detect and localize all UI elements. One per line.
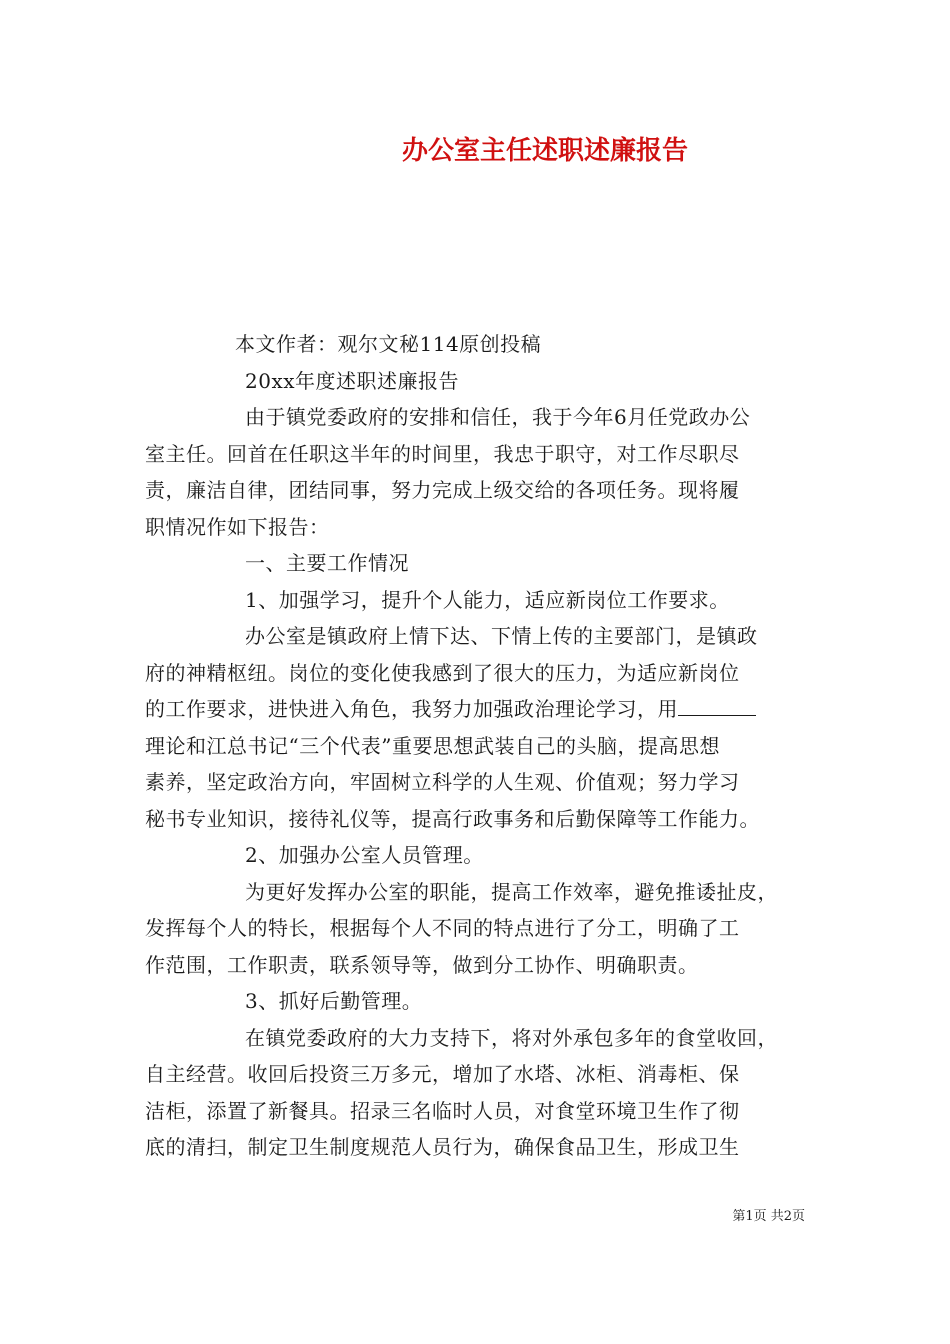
item1-line-text: 的工作要求，进快进入角色，我努力加强政治理论学习，用 <box>145 697 678 721</box>
item1-line: 办公室是镇政府上情下达、下情上传的主要部门，是镇政 <box>245 624 758 648</box>
item2-line: 发挥每个人的特长，根据每个人不同的特点进行了分工，明确了工 <box>145 916 740 940</box>
item1-line: 秘书专业知识，接待礼仪等，提高行政事务和后勤保障等工作能力。 <box>145 806 760 831</box>
author-line: 本文作者：观尔文秘114原创投稿 <box>235 332 542 356</box>
item3-line: 在镇党委政府的大力支持下，将对外承包多年的食堂收回， <box>245 1025 778 1050</box>
document-body <box>145 326 805 1166</box>
item1-line: 素养，坚定政治方向，牢固树立科学的人生观、价值观；努力学习 <box>145 770 740 794</box>
document-title: 办公室主任述职述廉报告 <box>401 136 688 166</box>
item1-line: 理论和江总书记“三个代表”重要思想武装自己的头脑，提高思想 <box>145 733 720 758</box>
item2-line: 为更好发挥办公室的职能，提高工作效率，避免推诿扯皮， <box>245 879 778 904</box>
intro-line: 由于镇党委政府的安排和信任，我于今年6月任党政办公 <box>245 405 751 429</box>
item3-line: 自主经营。收回后投资三万多元，增加了水塔、冰柜、消毒柜、保 <box>145 1062 740 1086</box>
item1-heading: 1、加强学习，提升个人能力，适应新岗位工作要求。 <box>245 587 730 612</box>
item3-line: 底的清扫，制定卫生制度规范人员行为，确保食品卫生，形成卫生 <box>145 1135 740 1159</box>
report-subtitle: 20xx年度述职述廉报告 <box>245 368 460 393</box>
blank-underline <box>678 695 756 716</box>
item1-line-with-blank <box>145 691 805 728</box>
intro-line: 室主任。回首在任职这半年的时间里，我忠于职守，对工作尽职尽 <box>145 441 740 466</box>
intro-line: 职情况作如下报告： <box>145 514 330 539</box>
section1-heading: 一、主要工作情况 <box>245 551 409 575</box>
item3-line: 洁柜，添置了新餐具。招录三名临时人员，对食堂环境卫生作了彻 <box>145 1098 740 1123</box>
item2-line: 作范围，工作职责，联系领导等，做到分工协作、明确职责。 <box>145 952 699 977</box>
item2-heading: 2、加强办公室人员管理。 <box>245 843 484 867</box>
page-number: 第1页 共2页 <box>732 1209 805 1224</box>
intro-line: 责，廉洁自律，团结同事，努力完成上级交给的各项任务。现将履 <box>145 478 740 502</box>
item1-line: 府的神精枢纽。岗位的变化使我感到了很大的压力，为适应新岗位 <box>145 660 740 685</box>
item3-heading: 3、抓好后勤管理。 <box>245 989 423 1013</box>
